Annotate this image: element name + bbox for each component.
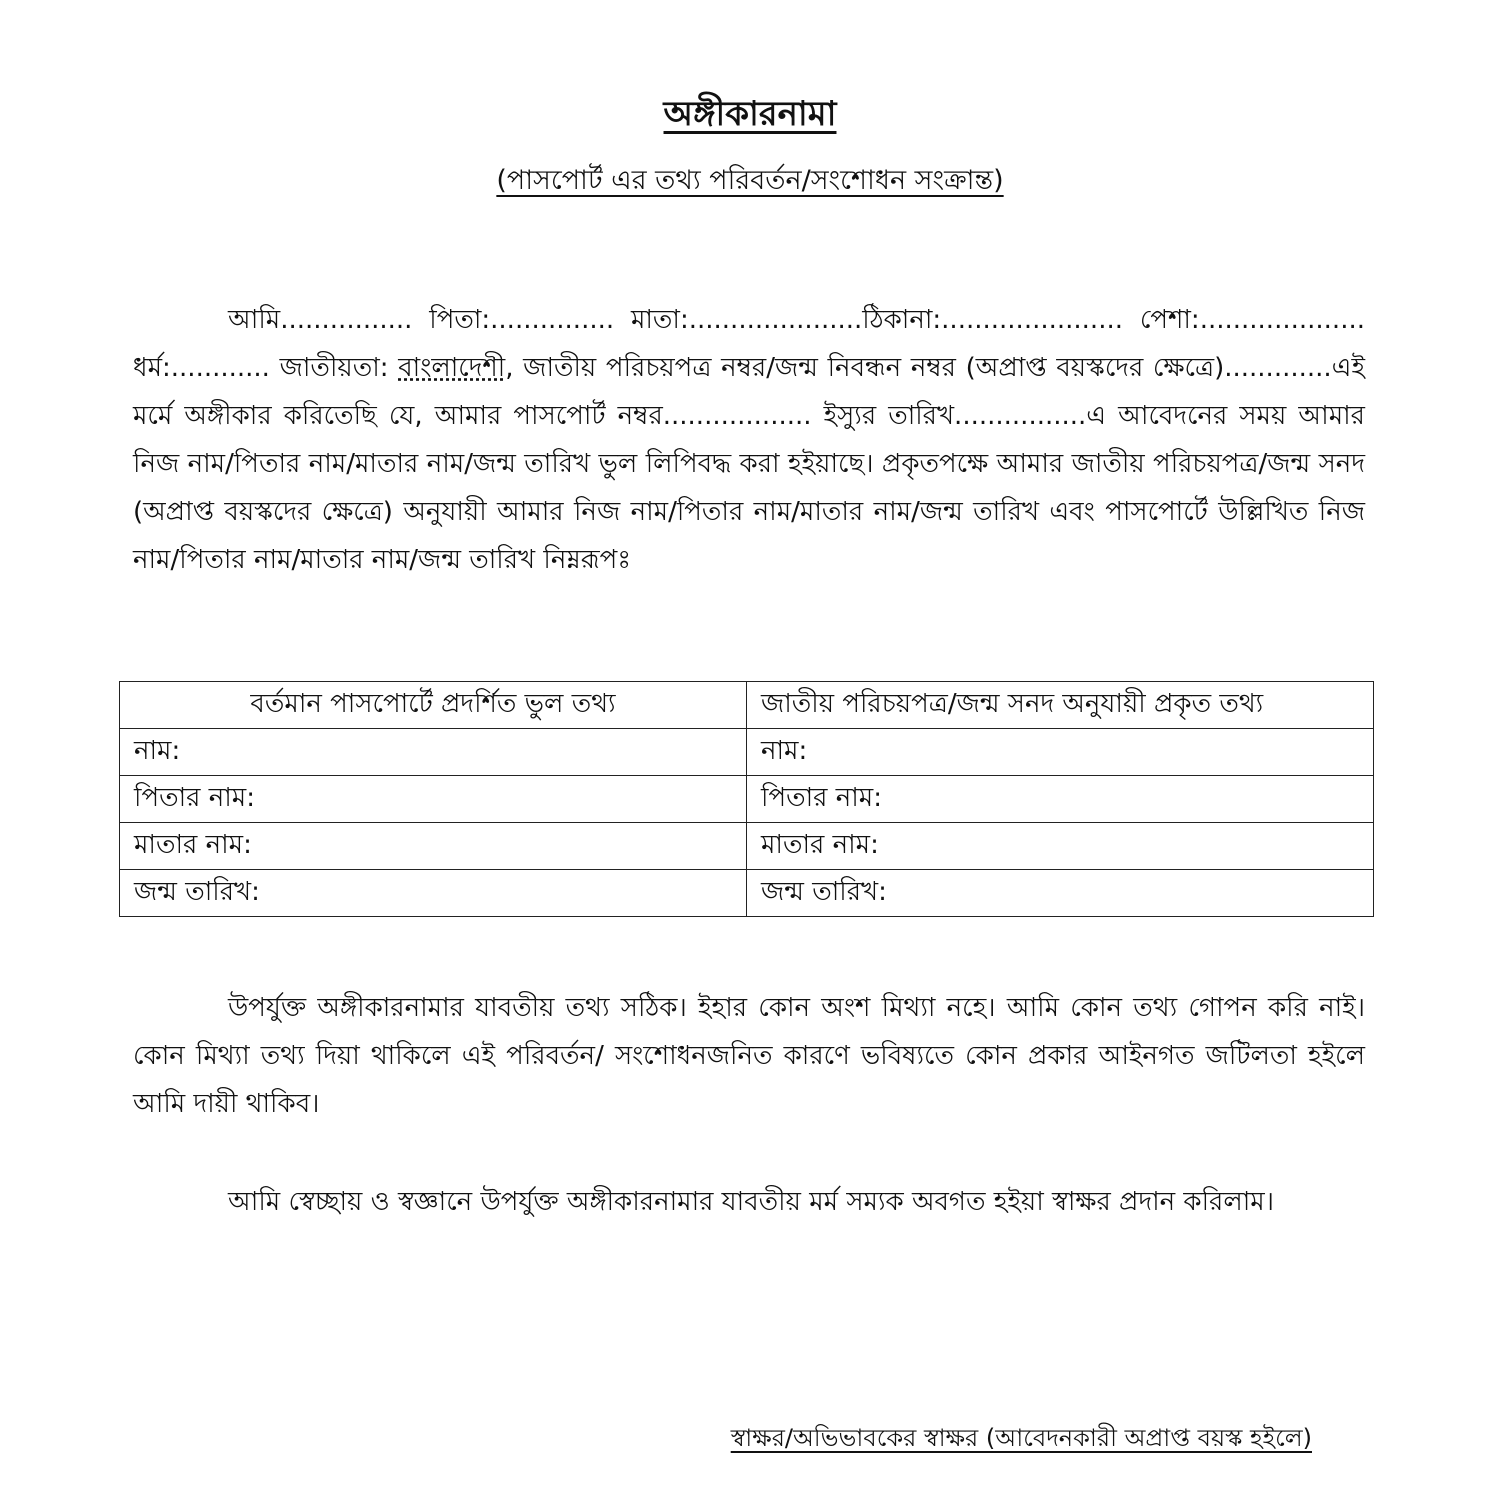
document-subtitle-text: (পাসপোর্ট এর তথ্য পরিবর্তন/সংশোধন সংক্রান্ত): [496, 165, 1004, 196]
wrong-name-cell: নাম:: [120, 729, 747, 776]
correct-dob-cell: জন্ম তারিখ:: [747, 870, 1374, 917]
wrong-father-name-cell: পিতার নাম:: [120, 776, 747, 823]
wrong-dob-cell: জন্ম তারিখ:: [120, 870, 747, 917]
table-row: [120, 729, 1374, 776]
wrong-mother-name-cell: মাতার নাম:: [120, 823, 747, 870]
declaration-paragraph: [133, 296, 1365, 584]
declaration-text-end: , জাতীয় পরিচয়পত্র নম্বর/জন্ম নিবন্ধন নম্বর (অপ্রাপ্ত বয়স্কদের ক্ষেত্রে).............এই মর্মে অঙ্গীকার করিতেছি যে, আমার পাসপোর্ট নম্বর.................. ইস্যুর তারিখ................এ আবেদনের সময় আমার নিজ নাম/পিতার নাম/মাতার নাম/জন্ম তারিখ ভুল লিপিবদ্ধ করা হইয়াছে। প্রকৃতপক্ষে আমার জাতীয় পরিচয়পত্র/জন্ম সনদ (অপ্রাপ্ত বয়স্কদের ক্ষেত্রে) অনুযায়ী আমার নিজ নাম/পিতার নাম/মাতার নাম/জন্ম তারিখ এবং পাসপোর্টে উল্লিখিত নিজ নাম/পিতার নাম/মাতার নাম/জন্ম তারিখ নিম্নরূপঃ: [133, 353, 1365, 575]
correct-father-name-cell: পিতার নাম:: [747, 776, 1374, 823]
table-row: [120, 870, 1374, 917]
document-subtitle: [0, 160, 1500, 205]
header-correct-info: জাতীয় পরিচয়পত্র/জন্ম সনদ অনুযায়ী প্রকৃত তথ্য: [747, 682, 1374, 729]
nationality-value: বাংলাদেশী: [398, 353, 506, 383]
header-wrong-info: বর্তমান পাসপোর্টে প্রদর্শিত ভুল তথ্য: [120, 682, 747, 729]
declaration-text-start: আমি................ পিতা:............... মাতা:.....................ঠিকানা:...................... পেশা:.................... ধর্ম:............ জাতীয়তা:: [133, 305, 1365, 383]
consent-paragraph: আমি স্বেচ্ছায় ও স্বজ্ঞানে উপর্যুক্ত অঙ্গীকারনামার যাবতীয় মর্ম সম্যক অবগত হইয়া স্বাক্ষর প্রদান করিলাম।: [228, 1187, 1275, 1217]
document-title-text: অঙ্গীকারনামা: [663, 94, 837, 134]
table-header-row: [120, 682, 1374, 729]
correct-name-cell: নাম:: [747, 729, 1374, 776]
responsibility-paragraph: উপর্যুক্ত অঙ্গীকারনামার যাবতীয় তথ্য সঠিক। ইহার কোন অংশ মিথ্যা নহে। আমি কোন তথ্য গোপন করি নাই। কোন মিথ্যা তথ্য দিয়া থাকিলে এই পরিবর্তন/ সংশোধনজনিত কারণে ভবিষ্যতে কোন প্রকার আইনগত জটিলতা হইলে আমি দায়ী থাকিব।: [133, 993, 1365, 1119]
document-title: [0, 88, 1500, 145]
table-row: [120, 776, 1374, 823]
correction-table: [119, 681, 1374, 917]
correct-mother-name-cell: মাতার নাম:: [747, 823, 1374, 870]
table-row: [120, 823, 1374, 870]
signature-line: স্বাক্ষর/অভিভাবকের স্বাক্ষর (আবেদনকারী অপ্রাপ্ত বয়স্ক হইলে): [730, 1424, 1312, 1452]
